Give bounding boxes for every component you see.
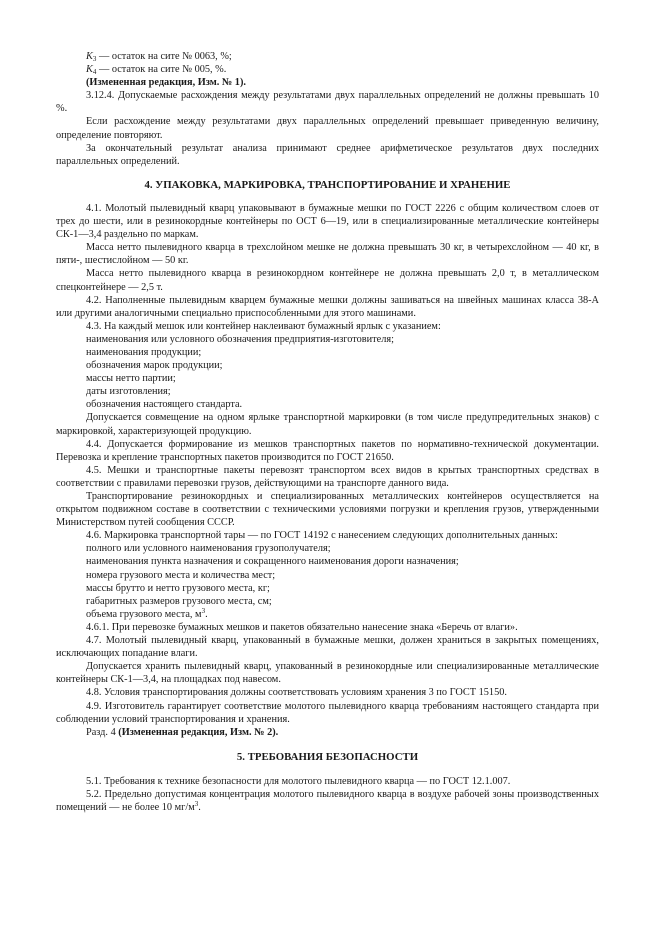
paragraph-4-2: 4.2. Наполненные пылевидным кварцем бумажные мешки должны зашиваться на швейных машинах класса 38-А или другими аналогичными специально приспособленными для этого машинами. [56, 294, 599, 319]
paragraph-3-12-4: 3.12.4. Допускаемые расхождения между результатами двух параллельных определений не должны превышать 10 %. [56, 90, 599, 115]
symbol-subscript: 3 [92, 55, 97, 63]
list-item: массы брутто и нетто грузового места, кг; [86, 582, 270, 594]
marking-items-list [56, 542, 599, 621]
superscript: 3 [194, 800, 199, 809]
paragraph-4-3: 4.3. На каждый мешок или контейнер наклеивают бумажный ярлык с указанием: [86, 320, 441, 332]
paragraph-final-result: За окончательный результат анализа принимают среднее арифметическое результатов двух последних параллельных определений. [56, 142, 599, 167]
paragraph-4-7: 4.7. Молотый пылевидный кварц, упакованный в бумажные мешки, должен храниться в закрытых помещениях, исключающих попадание влаги. [56, 635, 599, 660]
list-item: наименования пункта назначения и сокращенного наименования дороги назначения; [86, 556, 459, 568]
document-page [56, 50, 599, 814]
symbol-k: K [86, 64, 93, 76]
label-items-list [56, 333, 599, 412]
paragraph-4-3-note: Допускается совмещение на одном ярлыке транспортной маркировки (в том числе предупредительных знаков) с маркировкой, характеризующей продукцию. [56, 412, 599, 437]
section-4-title: 4. УПАКОВКА, МАРКИРОВКА, ТРАНСПОРТИРОВАНИЕ И ХРАНЕНИЕ [144, 178, 511, 191]
list-item: наименования или условного обозначения предприятия-изготовителя; [86, 333, 394, 345]
paragraph-4-7-containers: Допускается хранить пылевидный кварц, упакованный в резинокордные или специализированные металлические контейнеры СК-1—3,4, на площадках под навесом. [56, 661, 599, 686]
list-item-volume [86, 608, 599, 621]
paragraph-4-1-mass: Масса нетто пылевидного кварца в трехслойном мешке не должна превышать 30 кг, в четырехслойном — 40 кг, в пяти-, шестислойном — 50 кг. [56, 242, 599, 267]
paragraph-4-1-mass-container: Масса нетто пылевидного кварца в резинокордном контейнере не должна превышать 2,0 т, в металлическом спецконтейнере — 2,5 т. [56, 268, 599, 293]
paragraph-4-6: 4.6. Маркировка транспортной тары — по ГОСТ 14192 с нанесением следующих дополнительных данных: [86, 530, 558, 542]
section-5-title: 5. ТРЕБОВАНИЯ БЕЗОПАСНОСТИ [236, 750, 419, 763]
symbol-k: K [86, 51, 93, 62]
list-item: габаритных размеров грузового места, см; [86, 595, 272, 607]
list-item: даты изготовления; [86, 386, 171, 398]
paragraph-5-1: 5.1. Требования к технике безопасности для молотого пылевидного кварца — по ГОСТ 12.1.007. [86, 775, 511, 787]
paragraph-5-2-end: . [198, 802, 201, 814]
paragraph-4-9: 4.9. Изготовитель гарантирует соответствие молотого пылевидного кварца требованиям настоящего стандарта при соблюдении условий транспортирования и хранения. [56, 700, 599, 725]
paragraph-difference: Если расхождение между результатами двух параллельных определений превышает приведенную величину, определение повторяют. [56, 116, 599, 141]
list-item: наименования продукции; [86, 346, 202, 358]
paragraph-4-5-containers: Транспортирование резинокордных и специализированных металлических контейнеров осуществляется на открытом подвижном составе в соответствии с техническими условиями погрузки и крепления грузов, утвержденными Министерством путей сообщения СССР. [56, 491, 599, 529]
section-4-revision-note [56, 726, 599, 739]
revision-prefix: Разд. 4 [86, 726, 116, 738]
paragraph-4-8: 4.8. Условия транспортирования должны соответствовать условиям хранения 3 по ГОСТ 15150. [86, 687, 507, 699]
definition-text: — остаток на сите № 005, %. [96, 64, 227, 76]
list-item: массы нетто партии; [86, 373, 176, 385]
definition-k4 [86, 63, 599, 76]
revision-note-1: (Измененная редакция, Изм. № 1). [86, 77, 246, 89]
superscript: 3 [201, 606, 206, 615]
paragraph-5-2 [56, 788, 599, 814]
volume-text: объема грузового места, м [86, 608, 202, 620]
list-item: номера грузового места и количества мест; [86, 569, 276, 581]
paragraph-4-6-1: 4.6.1. При перевозке бумажных мешков и пакетов обязательно нанесение знака «Беречь от влаги». [86, 621, 518, 633]
list-item: обозначения марок продукции; [86, 360, 223, 372]
paragraph-4-5: 4.5. Мешки и транспортные пакеты перевозят транспортом всех видов в крытых транспортных средствах в соответствии с правилами перевозки грузов, действующими на транспорте данного вида. [56, 464, 599, 489]
list-item: обозначения настоящего стандарта. [86, 399, 243, 411]
definition-k3 [86, 50, 599, 63]
list-item: полного или условного наименования грузополучателя; [86, 543, 331, 555]
symbol-subscript: 4 [92, 68, 97, 77]
volume-end: . [205, 608, 208, 620]
paragraph-4-1: 4.1. Молотый пылевидный кварц упаковывают в бумажные мешки по ГОСТ 2226 с общим количеством слоев от трех до шести, или в резинокордные контейнеры по ОСТ 6—19, или в специализированные металлические контейнеры СК-1—3,4 раздельно по маркам. [56, 202, 599, 241]
paragraph-4-4: 4.4. Допускается формирование из мешков транспортных пакетов по нормативно-технической документации. Перевозка и крепление транспортных пакетов производится по ГОСТ 21650. [56, 438, 599, 463]
paragraph-5-2-text: 5.2. Предельно допустимая концентрация молотого пылевидного кварца в воздухе рабочей зоны производственных помещений — не более 10 мг/м [56, 788, 599, 814]
definition-text: — остаток на сите № 0063, %; [96, 51, 232, 62]
revision-text: (Измененная редакция, Изм. № 2). [118, 726, 279, 738]
